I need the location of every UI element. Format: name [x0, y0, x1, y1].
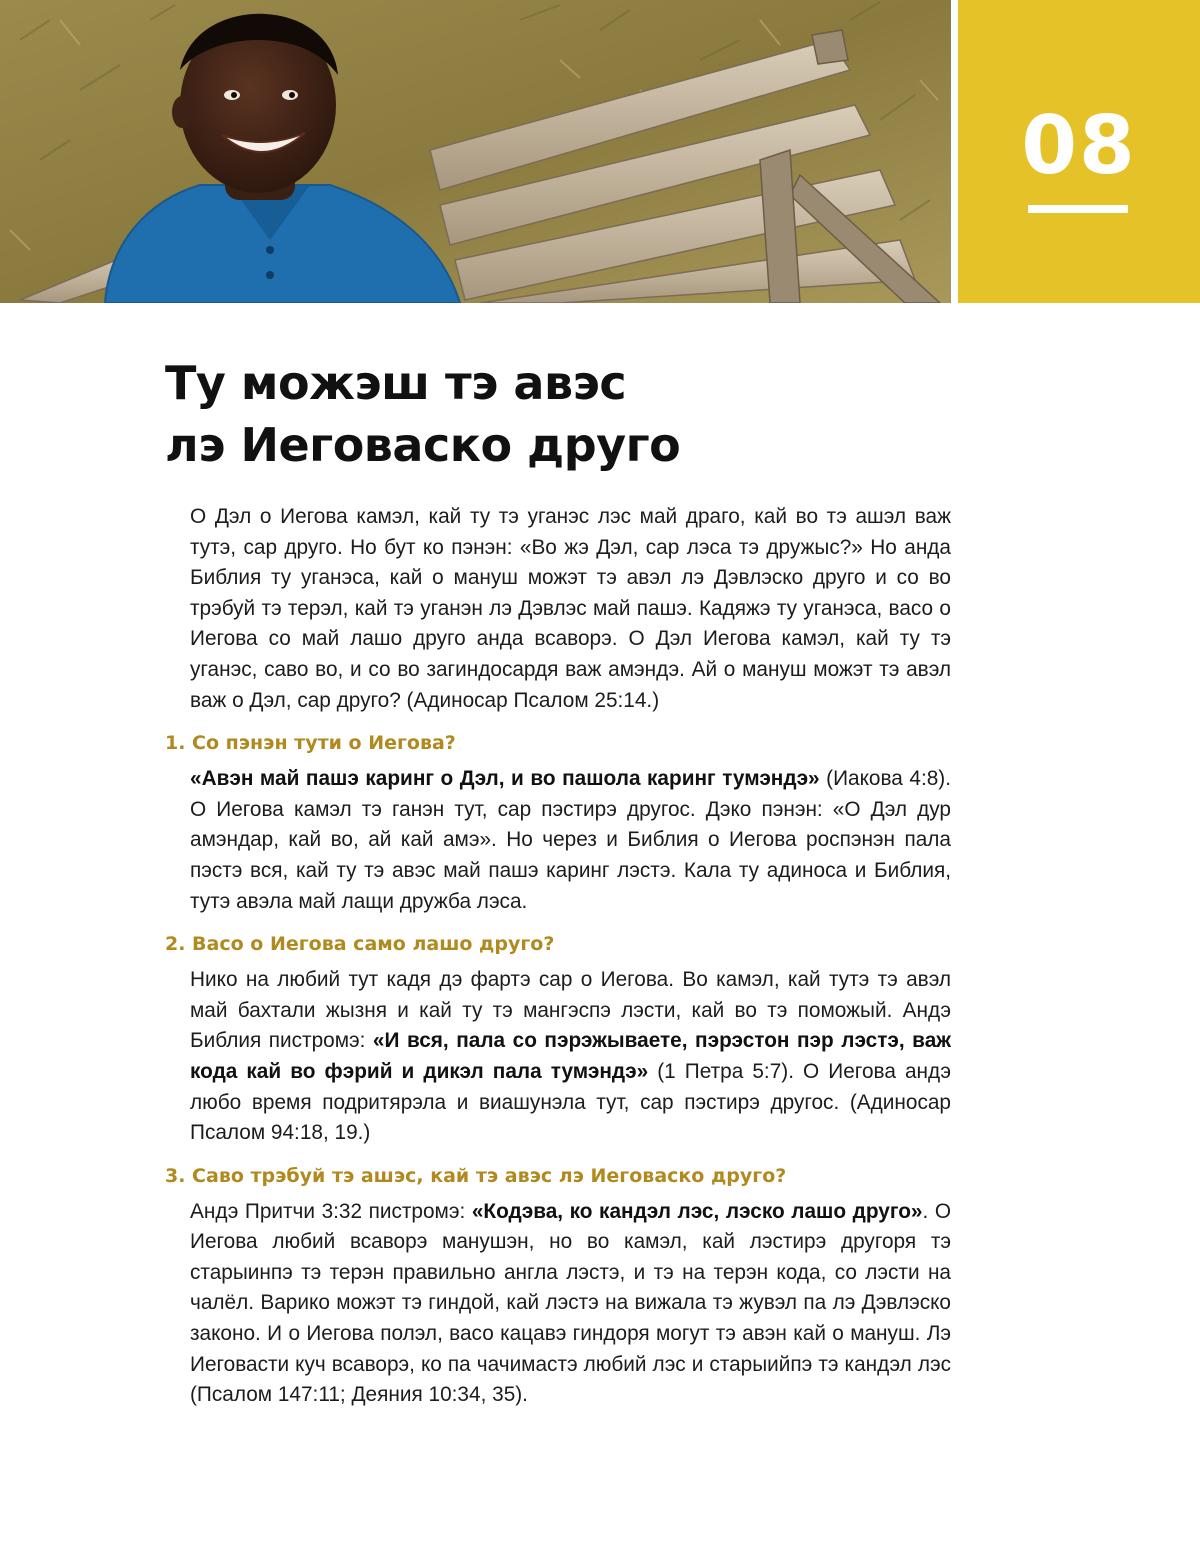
answer-2-quote: «И вся, пала со пэрэжываете, пэрэстон пэр лэстэ, важ кода кай во фэрий и дикэл пала тумэндэ»: [190, 1029, 952, 1083]
page-title: [165, 352, 925, 476]
lesson-content: [165, 502, 951, 1411]
answer-2-text-b: (1 Петра 5:7). О Иегова андэ любо время подритярэла и виашунэла тут, сар пэстирэ другос. (Адиносар Псалом 94:18, 19.): [190, 1059, 951, 1145]
lesson-badge: [958, 0, 1200, 303]
hero-photo: [0, 0, 951, 303]
answer-3-text-b: . О Иегова любий всаворэ манушэн, но во камэл, кай лэстирэ другоря тэ старыинпэ тэ терэн правильно англа лэстэ, и тэ на терэн кода, со лэсти на чалёл. Варико можэт тэ гиндой, кай лэстэ на вижала тэ жувэл па лэ Дэвлэско законо. И о Иегова полэл, васо кацавэ гиндоря могут тэ авэн кай о мануш. Лэ Иеговасти куч всаворэ, ко па чачимастэ любий лэс и старыийпэ тэ кандэл лэс (Псалом 147:11; Деяния 10:34, 35).: [190, 1199, 952, 1407]
answer-3-quote: «Кодэва, ко кандэл лэс, лэско лашо друго»: [471, 1199, 923, 1223]
badge-underline: [1028, 205, 1128, 213]
answer-2-text-a: Нико на любий тут кадя дэ фартэ сар о Иегова. Во камэл, кай тутэ тэ авэл май бахтали жызня и кай ту тэ мангэспэ лэсти, кай во тэ поможый. Андэ Библия пистромэ:: [190, 968, 951, 1053]
question-1: 1. Со пэнэн тути о Иегова?: [165, 732, 456, 755]
answer-1-text: (Иакова 4:8). О Иегова камэл тэ ганэн тут, сар пэстирэ другос. Дэко пэнэн: «О Дэл дур амэндар, кай во, ай кай амэ». Но через и Библия о Иегова роспэнэн пала пэстэ вся, кай ту тэ авэс май пашэ каринг лэстэ. Кала ту адиноса и Библия, тутэ авэла май лащи дружба лэса.: [190, 767, 951, 913]
answer-3-text-a: Андэ Притчи 3:32 пистромэ:: [190, 1199, 472, 1223]
title-line-2: лэ Иеговаско друго: [165, 418, 681, 472]
section-3: [165, 1162, 951, 1411]
section-2: [165, 930, 951, 1149]
section-1: [165, 729, 951, 917]
question-3: 3. Саво трэбуй тэ ашэс, кай тэ авэс лэ Иеговаско друго?: [165, 1164, 787, 1187]
man-on-bench-illustration: [0, 0, 951, 303]
answer-1-quote: «Авэн май пашэ каринг о Дэл, и во пашола каринг тумэндэ»: [190, 767, 820, 791]
intro-paragraph: О Дэл о Иегова камэл, кай ту тэ уганэс лэс май драго, кай во тэ ашэл важ тутэ, сар друго. Но бут ко пэнэн: «Во жэ Дэл, сар лэса тэ дружыс?» Но анда Библия ту уганэса, кай о мануш можэт тэ авэл лэ Дэвлэско друго и со во трэбуй тэ терэл, кай тэ уганэн лэ Дэвлэс май пашэ. Кадяжэ ту уганэса, васо о Иегова со май лашо друго анда всаворэ. О Дэл Иегова камэл, кай ту тэ уганэс, саво во, и со во загиндосардя важ амэндэ. Ай о мануш можэт тэ авэл важ о Дэл, сар друго? (Адиносар Псалом 25:14.): [190, 505, 951, 712]
question-2: 2. Васо о Иегова само лашо друго?: [165, 933, 555, 956]
answer-2: [190, 965, 951, 1149]
answer-1: [190, 764, 951, 917]
answer-3: [190, 1197, 951, 1411]
lesson-number: 08: [1021, 99, 1137, 192]
title-line-1: Ту можэш тэ авэс: [165, 356, 627, 410]
